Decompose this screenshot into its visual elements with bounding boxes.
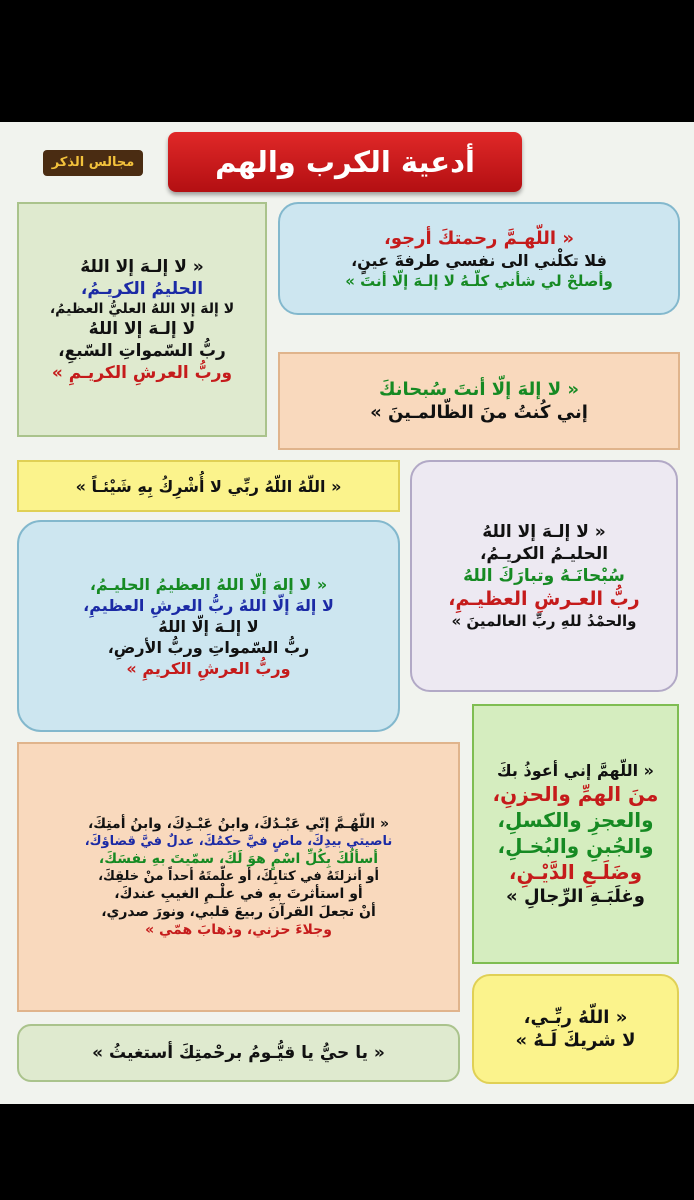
dua-line: إني كُنتُ منَ الظّالمـينَ » — [370, 402, 588, 423]
dua-line: « اللّهُ اللّهُ ربِّي لا أُشْرِكُ بِهِ شَيْئـاً » — [75, 476, 342, 496]
dua-card-5 — [410, 460, 678, 692]
dua-card-1 — [17, 202, 267, 437]
dua-line: « لا إلهَ إلّا أنتَ سُبحانكَ — [378, 379, 580, 400]
dua-line: أنْ تجعلَ القرآنَ ربيعَ قلبي، ونورَ صدري، — [101, 904, 376, 920]
dua-line: أو استأثرتَ بهِ في علْـمِ الغيبِ عندكَ، — [114, 886, 363, 902]
dua-card-10 — [17, 1024, 460, 1082]
dua-line: « لا إلهَ إلّا اللهُ العظيمُ الحليـمُ، — [89, 574, 328, 594]
dua-line: ربُّ السّمواتِ السّبعِ، — [58, 340, 226, 361]
dua-line: والحمْدُ للهِ ربِّ العالمينَ » — [451, 612, 637, 630]
dua-line: سُبْحانَـهُ وتبارَكَ اللهُ — [463, 566, 625, 586]
dua-line: لا شريكَ لَـهُ » — [515, 1030, 636, 1051]
poster — [0, 122, 694, 1104]
dua-line: « لا إلـهَ إلا اللهُ — [482, 522, 606, 542]
dua-line: الحليمُ الكريـمُ، — [80, 278, 204, 299]
dua-line: وضَلَـعِ الدَّيْـنِ، — [508, 860, 643, 884]
dua-line: ربُّ العـرشِ العظيـمِ، — [448, 588, 640, 610]
dua-line: « اللّهُ ربِّـي، — [523, 1007, 628, 1028]
dua-line: والجُبنِ والبُخـلِ، — [497, 834, 654, 858]
dua-line: لا إلهَ إلا اللهُ العليُّ العظيمُ، — [49, 300, 235, 317]
dua-line: وأصلحْ لي شأني كلّـهُ لا إلـهَ إلّا أنتَ » — [345, 271, 613, 290]
dua-line: لا إلهَ إلّا اللهُ ربُّ العرشِ العظيمِ، — [83, 595, 334, 615]
dua-line: والعجزِ والكسلِ، — [497, 808, 654, 832]
dua-card-3 — [278, 352, 680, 450]
dua-line: « اللّهمَّ إني أعوذُ بكَ — [497, 761, 654, 780]
dua-line: « يا حيُّ يا قيُّـومُ برحْمتِكَ أستغيثُ » — [92, 1043, 385, 1063]
dua-line: لا إلـهَ إلّا اللهُ — [158, 616, 259, 636]
dua-line: وجلاءَ حزني، وذهابَ همّي » — [145, 922, 332, 938]
dua-line: الحليـمُ الكريـمُ، — [479, 544, 609, 564]
dua-line: أسألُكَ بِكُلِّ اسْمٍ هوَ لَكَ، سمّيتَ بهِ نفسَكَ، — [98, 851, 379, 867]
dua-line: لا إلـهَ إلا اللهُ — [88, 318, 196, 339]
dua-line: ناصيتي بيدِكَ، ماضٍ فيَّ حكمُكَ، عدلٌ فيَّ قضاؤكَ، — [84, 834, 393, 849]
dua-line: « اللّهُـمَّ إنّي عَبْـدُكَ، وابنُ عَبْـدِكَ، وابنُ أمتِكَ، — [87, 816, 389, 832]
dua-card-8 — [17, 742, 460, 1012]
page-title: أدعية الكرب والهم — [168, 132, 522, 192]
dua-card-2 — [278, 202, 680, 315]
dua-line: ربُّ السّمواتِ وربُّ الأرضِ، — [107, 637, 310, 657]
dua-line: « لا إلـهَ إلا اللهُ — [80, 256, 204, 277]
dua-line: « اللّهـمَّ رحمتكَ أرجو، — [384, 227, 574, 249]
dua-line: فلا تكلْني الى نفسي طرفةَ عينٍ، — [351, 250, 607, 270]
dua-card-9 — [472, 974, 679, 1084]
dua-line: وربُّ العرشِ الكريمِ » — [126, 658, 291, 678]
dua-card-4 — [17, 460, 400, 512]
dua-card-7 — [472, 704, 679, 964]
dua-line: منَ الهمِّ والحزنِ، — [492, 782, 659, 806]
dua-card-6 — [17, 520, 400, 732]
logo: مجالس الذكر — [43, 150, 143, 176]
dua-line: وغلَبَـةِ الرِّجالِ » — [506, 886, 645, 907]
dua-line: وربُّ العرشِ الكريـمِ » — [51, 362, 233, 383]
dua-line: أو أنزلتَهُ في كتابِكَ، أو علّمتَهُ أحداً منْ خلقِكَ، — [98, 869, 379, 884]
